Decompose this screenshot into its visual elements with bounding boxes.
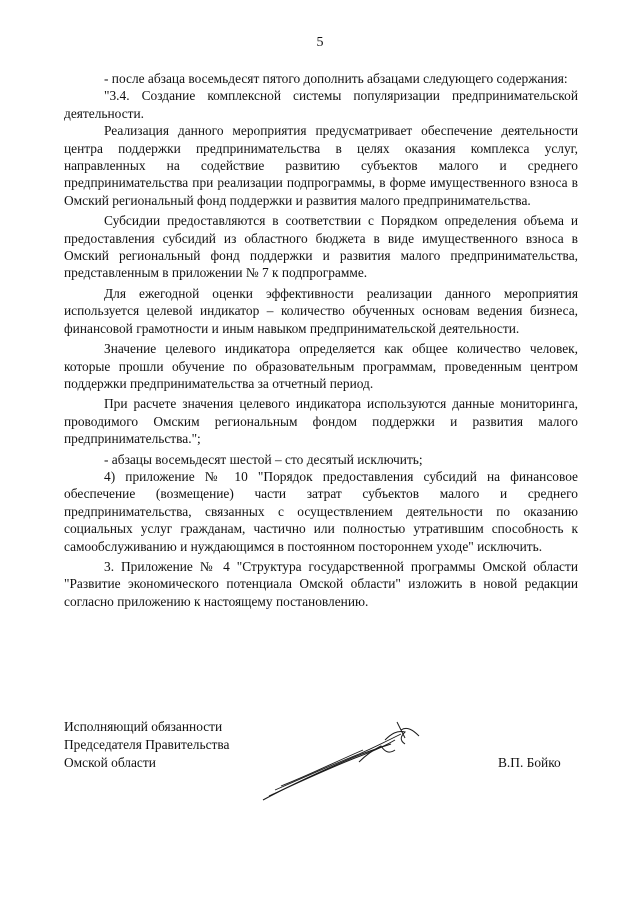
signatory-title-line-2: Председателя Правительства (64, 737, 230, 752)
paragraph-9: 4) приложение № 10 "Порядок предоставления субсидий на финансовое обеспечение (возмещение) части затрат субъектов малого и среднего предпринимательства, связанных с осуществлением деятельности по оказанию социальных услуг гражданам, частично или полностью утратившим способность к самообслуживанию и нуждающимся в постоянном постороннем уходе" исключить. (64, 468, 578, 554)
signatory-name: В.П. Бойко (498, 755, 561, 770)
page-number: 5 (316, 35, 324, 50)
paragraph-8: - абзацы восемьдесят шестой – сто десятый исключить; (104, 451, 423, 467)
paragraph-10: 3. Приложение № 4 "Структура государственной программы Омской области "Развитие экономического потенциала Омской области" изложить в новой редакции согласно приложению к настоящему постановлению. (64, 558, 578, 609)
paragraph-5: Для ежегодной оценки эффективности реализации данного мероприятия используется целевой индикатор – количество обученных основам ведения бизнеса, финансовой грамотности и иным навыком предпринимательской деятельности. (64, 285, 578, 336)
paragraph-1: - после абзаца восемьдесят пятого дополнить абзацами следующего содержания: (104, 71, 568, 86)
signatory-title-line-1: Исполняющий обязанности (64, 719, 223, 734)
document-body (64, 70, 578, 613)
handwritten-signature (255, 700, 425, 810)
paragraph-2: "3.4. Создание комплексной системы популяризации предпринимательской деятельности. (64, 88, 578, 121)
paragraph-3: Реализация данного мероприятия предусматривает обеспечение деятельности центра поддержки предпринимательства в целях оказания комплекса услуг, направленных на содействие развитию субъектов малого и среднего предпринимательства при реализации подпрограммы, в форме имущественного взноса в Омский региональный фонд поддержки и развития малого предпринимательства. (64, 123, 578, 208)
paragraph-6: Значение целевого индикатора определяется как общее количество человек, которые прошли обучение по образовательным программам, проведенным центром поддержки предпринимательства за отчетный период. (64, 341, 578, 391)
paragraph-4: Субсидии предоставляются в соответствии с Порядком определения объема и предоставления субсидий из областного бюджета в виде имущественного взноса в Омский региональный фонд поддержки и развития малого предпринимательства, представленным в приложении № 7 к подпрограмме. (64, 213, 578, 281)
paragraph-7: При расчете значения целевого индикатора используются данные мониторинга, проводимого Омским региональным фондом поддержки и развития малого предпринимательства."; (64, 396, 578, 447)
signatory-title-line-3: Омской области (64, 755, 156, 770)
